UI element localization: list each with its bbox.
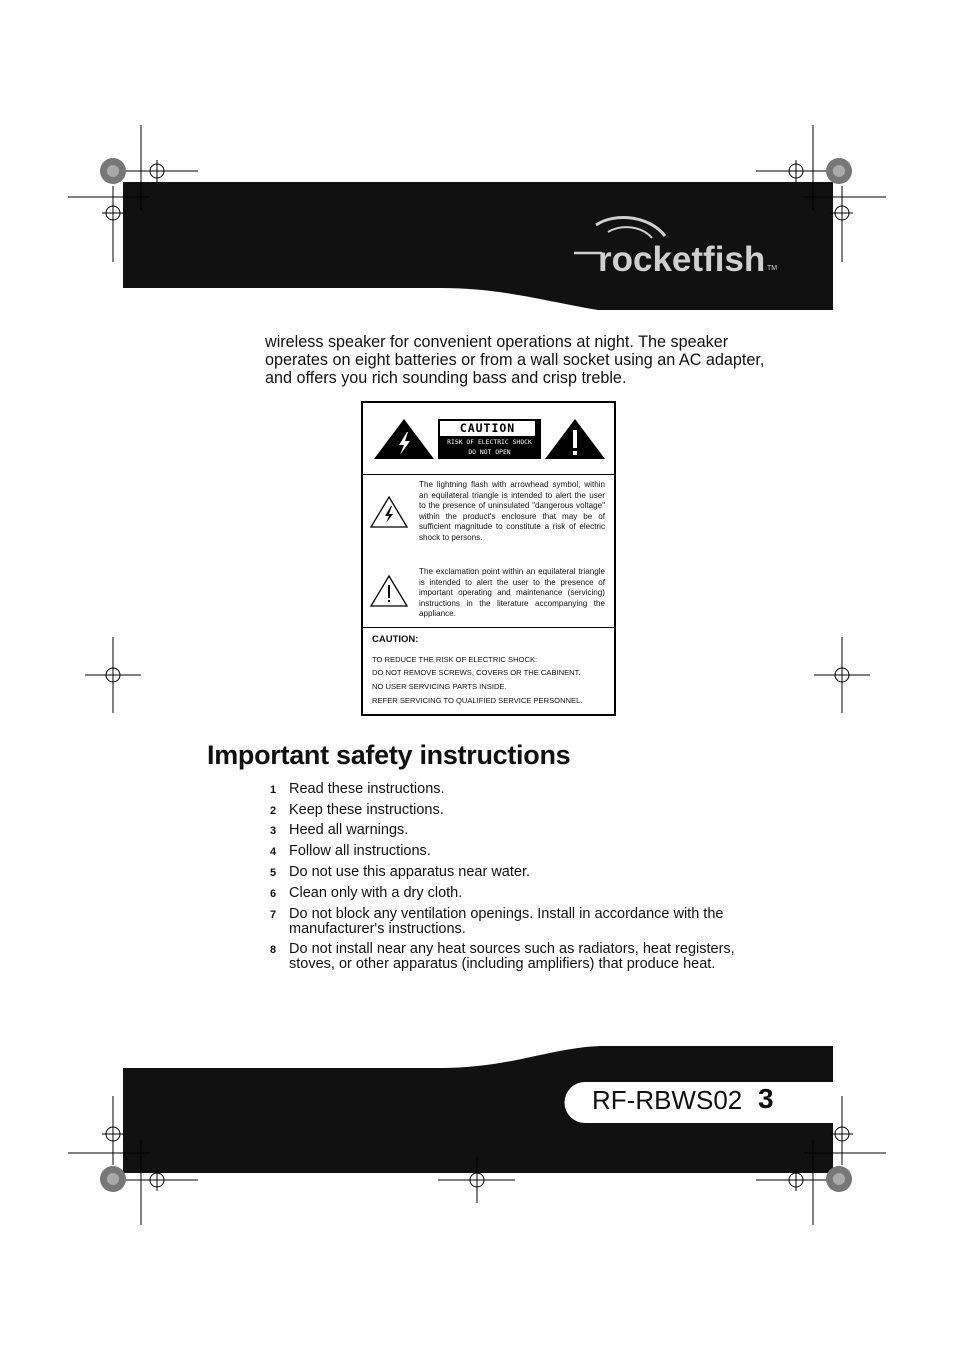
exclamation-explanation: The exclamation point within an equilateral triangle is intended to alert the user to the presence of important operating and maintenance (servicing) instructions in the literature accompanying the appliance.	[419, 567, 605, 618]
instruction-text: Do not install near any heat sources such as radiators, heat registers, stoves, or other apparatus (including amplifiers) that produce heat.	[289, 941, 735, 972]
instruction-number: 6	[270, 888, 277, 900]
lightning-explanation: The lightning flash with arrowhead symbol, within an equilateral triangle is intended to alert the user to the presence of uninsulated "dangerous voltage" within the product's enclosure that may be of sufficient magnitude to constitute a risk of electric shock to persons.	[419, 480, 605, 542]
exclamation-triangle-icon	[543, 417, 607, 461]
instruction-text: Heed all warnings.	[289, 822, 409, 838]
instruction-number: 8	[270, 944, 277, 956]
trademark-mark: TM	[767, 265, 778, 272]
intro-line: wireless speaker for convenient operations at night. The speaker	[265, 333, 729, 351]
instruction-number: 5	[270, 867, 277, 879]
caution-label-word: CAUTION	[440, 421, 535, 436]
instruction-text: Clean only with a dry cloth.	[289, 885, 463, 901]
lightning-triangle-icon	[372, 417, 436, 461]
instruction-text: Keep these instructions.	[289, 802, 444, 818]
model-number: RF-RBWS02	[592, 1085, 743, 1115]
caution-line: REFER SERVICING TO QUALIFIED SERVICE PERSONNEL.	[372, 696, 583, 705]
caution-instructions	[363, 628, 614, 714]
caution-line: DO NOT REMOVE SCREWS, COVERS OR THE CABINENT.	[372, 668, 581, 677]
instruction-text: Follow all instructions.	[289, 843, 431, 859]
instruction-text: Do not block any ventilation openings. Install in accordance with the manufacturer's instructions.	[289, 906, 724, 937]
caution-line: TO REDUCE THE RISK OF ELECTRIC SHOCK:	[372, 655, 538, 664]
caution-label-line: RISK OF ELECTRIC SHOCK	[447, 438, 532, 446]
symbol-explanations	[363, 475, 614, 628]
logo-wordmark: rocketfish	[598, 240, 766, 279]
caution-heading: CAUTION:	[372, 634, 419, 645]
caution-box	[361, 401, 616, 716]
lightning-outline-icon	[369, 495, 409, 529]
intro-line: and offers you rich sounding bass and crisp treble.	[265, 369, 627, 387]
instruction-text: Do not use this apparatus near water.	[289, 864, 531, 880]
intro-paragraph	[265, 333, 785, 387]
instruction-number: 7	[270, 909, 277, 921]
caution-header	[363, 403, 614, 475]
instruction-number: 3	[270, 825, 277, 837]
caution-line: NO USER SERVICING PARTS INSIDE.	[372, 682, 507, 691]
exclamation-outline-icon	[369, 574, 409, 608]
instruction-number: 2	[270, 805, 277, 817]
section-heading: Important safety instructions	[207, 740, 571, 770]
caution-label	[438, 419, 541, 459]
intro-line: operates on eight batteries or from a wall socket using an AC adapter,	[265, 351, 765, 369]
instruction-text: Read these instructions.	[289, 781, 445, 797]
instruction-number: 4	[270, 846, 277, 858]
caution-label-line: DO NOT OPEN	[468, 448, 511, 456]
page-number: 3	[758, 1083, 774, 1114]
instruction-number: 1	[270, 784, 277, 796]
